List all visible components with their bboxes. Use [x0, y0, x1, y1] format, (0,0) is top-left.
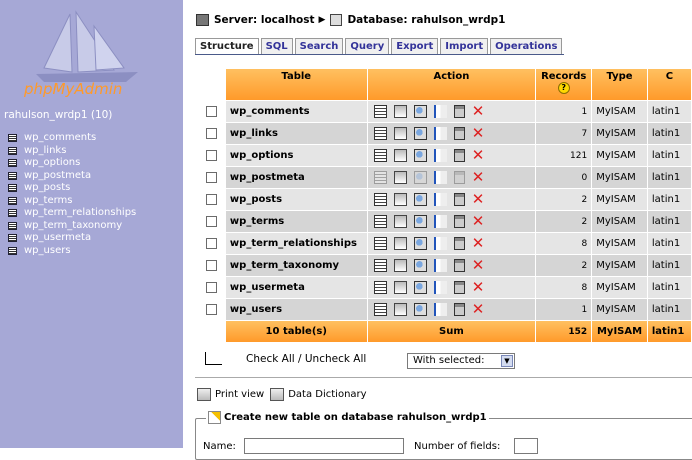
empty-icon[interactable]: [454, 193, 465, 206]
drop-icon[interactable]: ✕: [471, 300, 485, 318]
arrow-up-icon: [205, 352, 222, 365]
tab-export[interactable]: Export: [391, 38, 438, 54]
drop-icon[interactable]: ✕: [471, 190, 485, 208]
create-table-prefix: Create new table on database: [224, 412, 394, 423]
action-cell: [368, 299, 536, 320]
type-cell: MyISAM: [592, 255, 647, 276]
row-checkbox[interactable]: [206, 260, 217, 271]
drop-icon[interactable]: ✕: [471, 168, 485, 186]
footer-type: MyISAM: [592, 321, 647, 342]
browse-icon[interactable]: [374, 127, 387, 140]
sidebar-table-label: wp_links: [24, 144, 67, 156]
phpmyadmin-logo[interactable]: [22, 8, 162, 98]
breadcrumb-database[interactable]: rahulson_wrdp1: [411, 14, 506, 26]
number-of-fields-label: Number of fields:: [414, 441, 501, 452]
insert-icon[interactable]: [434, 237, 447, 250]
records-cell: 0: [536, 167, 591, 188]
type-cell: MyISAM: [592, 277, 647, 298]
browse-icon[interactable]: [374, 281, 387, 294]
sidebar-table-item[interactable]: [8, 220, 136, 233]
insert-icon[interactable]: [434, 281, 447, 294]
browse-icon[interactable]: [374, 105, 387, 118]
table-name[interactable]: wp_term_taxonomy: [226, 255, 367, 276]
insert-icon[interactable]: [434, 149, 447, 162]
table-icon[interactable]: [8, 172, 17, 180]
checkbox-header: [199, 69, 225, 100]
row-checkbox-cell: [199, 189, 225, 210]
search-icon[interactable]: [414, 105, 427, 118]
tab-sql[interactable]: SQL: [261, 38, 293, 54]
tab-query[interactable]: Query: [345, 38, 389, 54]
table-name[interactable]: wp_terms: [226, 211, 367, 232]
table-icon[interactable]: [8, 209, 17, 217]
structure-icon[interactable]: [394, 171, 407, 184]
row-checkbox-cell: [199, 211, 225, 232]
tab-structure[interactable]: Structure: [195, 38, 259, 54]
sidebar-table-label: wp_terms: [24, 194, 73, 206]
insert-icon[interactable]: [434, 303, 447, 316]
footer-blank: [199, 321, 225, 342]
drop-icon[interactable]: ✕: [471, 278, 485, 296]
row-checkbox-cell: [199, 145, 225, 166]
collation-cell: latin1: [648, 211, 691, 232]
search-icon[interactable]: [414, 193, 427, 206]
table-name[interactable]: wp_links: [226, 123, 367, 144]
server-icon: [196, 14, 209, 26]
table-row: [199, 277, 691, 298]
browse-icon[interactable]: [374, 303, 387, 316]
row-checkbox[interactable]: [206, 282, 217, 293]
records-cell: 2: [536, 255, 591, 276]
action-cell: [368, 101, 536, 122]
new-table-name-input[interactable]: [244, 438, 404, 454]
row-checkbox-cell: [199, 255, 225, 276]
records-cell: 1: [536, 101, 591, 122]
empty-icon[interactable]: [454, 149, 465, 162]
with-selected-value: With selected:: [413, 355, 485, 366]
header-type: Type: [592, 69, 647, 100]
drop-icon[interactable]: ✕: [471, 146, 485, 164]
search-icon[interactable]: [414, 149, 427, 162]
row-checkbox-cell: [199, 299, 225, 320]
action-cell: [368, 123, 536, 144]
footer-table-count: 10 table(s): [226, 321, 367, 342]
type-cell: MyISAM: [592, 167, 647, 188]
with-selected-dropdown[interactable]: [407, 353, 515, 369]
records-cell: 2: [536, 189, 591, 210]
search-icon[interactable]: [414, 259, 427, 272]
action-cell: [368, 189, 536, 210]
sidebar-table-item[interactable]: [8, 157, 136, 170]
search-icon[interactable]: [414, 281, 427, 294]
empty-icon[interactable]: [454, 215, 465, 228]
drop-icon[interactable]: ✕: [471, 256, 485, 274]
drop-icon[interactable]: ✕: [471, 124, 485, 142]
table-name[interactable]: wp_users: [226, 299, 367, 320]
records-cell: 121: [536, 145, 591, 166]
structure-icon[interactable]: [394, 303, 407, 316]
drop-icon[interactable]: ✕: [471, 102, 485, 120]
row-checkbox-cell: [199, 101, 225, 122]
row-checkbox[interactable]: [206, 194, 217, 205]
header-records: [536, 69, 591, 100]
sidebar-table-item[interactable]: [8, 195, 136, 208]
main-content: [183, 0, 692, 452]
collation-cell: latin1: [648, 101, 691, 122]
table-icon[interactable]: [8, 159, 17, 167]
collation-cell: latin1: [648, 277, 691, 298]
records-cell: 7: [536, 123, 591, 144]
table-icon[interactable]: [8, 147, 17, 155]
table-icon[interactable]: [8, 222, 17, 230]
table-icon[interactable]: [8, 184, 17, 192]
type-cell: MyISAM: [592, 211, 647, 232]
records-cell: 8: [536, 277, 591, 298]
number-of-fields-input[interactable]: [514, 438, 538, 454]
header-records-label: Records: [541, 71, 587, 82]
sidebar-table-item[interactable]: [8, 182, 136, 195]
header-action: Action: [368, 69, 536, 100]
divider: [195, 377, 692, 378]
collation-cell: latin1: [648, 255, 691, 276]
browse-icon[interactable]: [374, 259, 387, 272]
empty-icon[interactable]: [454, 303, 465, 316]
browse-icon[interactable]: [374, 193, 387, 206]
empty-icon[interactable]: [454, 259, 465, 272]
action-cell: [368, 277, 536, 298]
type-cell: MyISAM: [592, 123, 647, 144]
records-cell: 1: [536, 299, 591, 320]
create-table-fieldset: [195, 412, 692, 460]
row-checkbox[interactable]: [206, 128, 217, 139]
print-links: [197, 388, 367, 401]
browse-icon[interactable]: [374, 237, 387, 250]
sidebar-table-item[interactable]: [8, 170, 136, 183]
type-cell: MyISAM: [592, 145, 647, 166]
empty-icon[interactable]: [454, 237, 465, 250]
insert-icon[interactable]: [434, 193, 447, 206]
structure-icon[interactable]: [394, 215, 407, 228]
row-checkbox-cell: [199, 167, 225, 188]
sidebar-table-item[interactable]: [8, 132, 136, 145]
browse-icon[interactable]: [374, 215, 387, 228]
table-row: [199, 255, 691, 276]
collation-cell: latin1: [648, 299, 691, 320]
table-name[interactable]: wp_usermeta: [226, 277, 367, 298]
row-checkbox[interactable]: [206, 304, 217, 315]
row-checkbox-cell: [199, 123, 225, 144]
action-cell: [368, 255, 536, 276]
collation-cell: latin1: [648, 233, 691, 254]
sidebar-table-list: [8, 132, 136, 257]
type-cell: MyISAM: [592, 189, 647, 210]
type-cell: MyISAM: [592, 299, 647, 320]
structure-icon[interactable]: [394, 193, 407, 206]
row-checkbox[interactable]: [206, 238, 217, 249]
insert-icon[interactable]: [434, 215, 447, 228]
database-icon: [330, 14, 342, 26]
table-icon[interactable]: [8, 247, 17, 255]
sidebar-table-label: wp_term_taxonomy: [24, 219, 123, 231]
printer-icon: [197, 388, 211, 401]
row-checkbox[interactable]: [206, 172, 217, 183]
table-name[interactable]: wp_postmeta: [226, 167, 367, 188]
table-row: [199, 101, 691, 122]
header-collation: C: [648, 69, 691, 100]
table-structure-grid: [198, 68, 692, 343]
action-cell: [368, 233, 536, 254]
browse-icon[interactable]: [374, 149, 387, 162]
create-table-legend: [206, 411, 489, 424]
breadcrumb: [196, 14, 505, 26]
data-dictionary-link[interactable]: Data Dictionary: [288, 389, 367, 400]
sidebar-table-item[interactable]: [8, 207, 136, 220]
table-icon[interactable]: [8, 134, 17, 142]
records-cell: 8: [536, 233, 591, 254]
browse-icon[interactable]: [374, 171, 387, 184]
table-name[interactable]: wp_term_relationships: [226, 233, 367, 254]
search-icon[interactable]: [414, 237, 427, 250]
new-table-name-label: Name:: [203, 441, 236, 452]
structure-icon[interactable]: [394, 105, 407, 118]
header-table: Table: [226, 69, 367, 100]
type-cell: MyISAM: [592, 101, 647, 122]
tab-import[interactable]: Import: [440, 38, 488, 54]
structure-icon[interactable]: [394, 259, 407, 272]
svg-text:phpMyAdmin: phpMyAdmin: [24, 80, 123, 98]
sidebar-table-item[interactable]: [8, 232, 136, 245]
footer-records: 152: [536, 321, 591, 342]
row-checkbox[interactable]: [206, 216, 217, 227]
table-row: [199, 145, 691, 166]
empty-icon[interactable]: [454, 127, 465, 140]
action-cell: [368, 211, 536, 232]
search-icon[interactable]: [414, 215, 427, 228]
print-view-link[interactable]: Print view: [215, 389, 265, 400]
tab-bar: [195, 38, 564, 55]
action-cell: [368, 145, 536, 166]
dictionary-icon: [270, 388, 284, 401]
new-table-icon: [208, 411, 221, 424]
empty-icon[interactable]: [454, 105, 465, 118]
sidebar-table-label: wp_usermeta: [24, 232, 92, 243]
breadcrumb-database-label: Database:: [347, 14, 408, 26]
chevron-down-icon[interactable]: ▼: [501, 355, 513, 367]
sidebar-table-label: wp_postmeta: [24, 169, 92, 181]
search-icon[interactable]: [414, 127, 427, 140]
insert-icon[interactable]: [434, 259, 447, 272]
sidebar-table-label: wp_term_relationships: [24, 207, 137, 218]
footer-collation: latin1: [648, 321, 691, 342]
sidebar-table-label: wp_posts: [24, 182, 71, 193]
bulk-select-row: [205, 352, 366, 365]
table-name[interactable]: wp_options: [226, 145, 367, 166]
structure-icon[interactable]: [394, 149, 407, 162]
sidebar-table-item[interactable]: [8, 245, 136, 258]
table-name[interactable]: wp_comments: [226, 101, 367, 122]
insert-icon[interactable]: [434, 171, 447, 184]
drop-icon[interactable]: ✕: [471, 234, 485, 252]
collation-cell: latin1: [648, 189, 691, 210]
table-row: [199, 167, 691, 188]
table-icon[interactable]: [8, 197, 17, 205]
collation-cell: latin1: [648, 145, 691, 166]
check-all-link[interactable]: Check All / Uncheck All: [246, 352, 367, 365]
footer-sum: Sum: [368, 321, 536, 342]
collation-cell: latin1: [648, 167, 691, 188]
chevron-right-icon: ▶: [318, 15, 326, 25]
table-row: [199, 211, 691, 232]
row-checkbox[interactable]: [206, 150, 217, 161]
sidebar-table-label: wp_options: [24, 157, 81, 168]
tab-search[interactable]: Search: [295, 38, 344, 54]
empty-icon[interactable]: [454, 171, 465, 184]
row-checkbox[interactable]: [206, 106, 217, 117]
table-row: [199, 123, 691, 144]
row-checkbox-cell: [199, 277, 225, 298]
insert-icon[interactable]: [434, 127, 447, 140]
left-navigation-panel: [0, 0, 183, 448]
empty-icon[interactable]: [454, 281, 465, 294]
structure-icon[interactable]: [394, 127, 407, 140]
table-name[interactable]: wp_posts: [226, 189, 367, 210]
sidebar-table-label: wp_comments: [24, 132, 97, 143]
records-cell: 2: [536, 211, 591, 232]
table-icon[interactable]: [8, 234, 17, 242]
search-icon[interactable]: [414, 171, 427, 184]
sidebar-table-label: wp_users: [24, 244, 71, 256]
collation-cell: latin1: [648, 123, 691, 144]
sidebar-database-title[interactable]: rahulson_wrdp1 (10): [4, 109, 113, 121]
breadcrumb-server[interactable]: Server: localhost: [214, 14, 315, 26]
search-icon[interactable]: [414, 303, 427, 316]
insert-icon[interactable]: [434, 105, 447, 118]
structure-icon[interactable]: [394, 281, 407, 294]
sidebar-table-item[interactable]: [8, 145, 136, 158]
drop-icon[interactable]: ✕: [471, 212, 485, 230]
create-table-database: rahulson_wrdp1: [396, 412, 487, 423]
structure-icon[interactable]: [394, 237, 407, 250]
table-row: [199, 189, 691, 210]
row-checkbox-cell: [199, 233, 225, 254]
help-icon[interactable]: ?: [558, 82, 570, 94]
action-cell: [368, 167, 536, 188]
table-row: [199, 233, 691, 254]
table-row: [199, 299, 691, 320]
tab-operations[interactable]: Operations: [490, 38, 562, 54]
type-cell: MyISAM: [592, 233, 647, 254]
